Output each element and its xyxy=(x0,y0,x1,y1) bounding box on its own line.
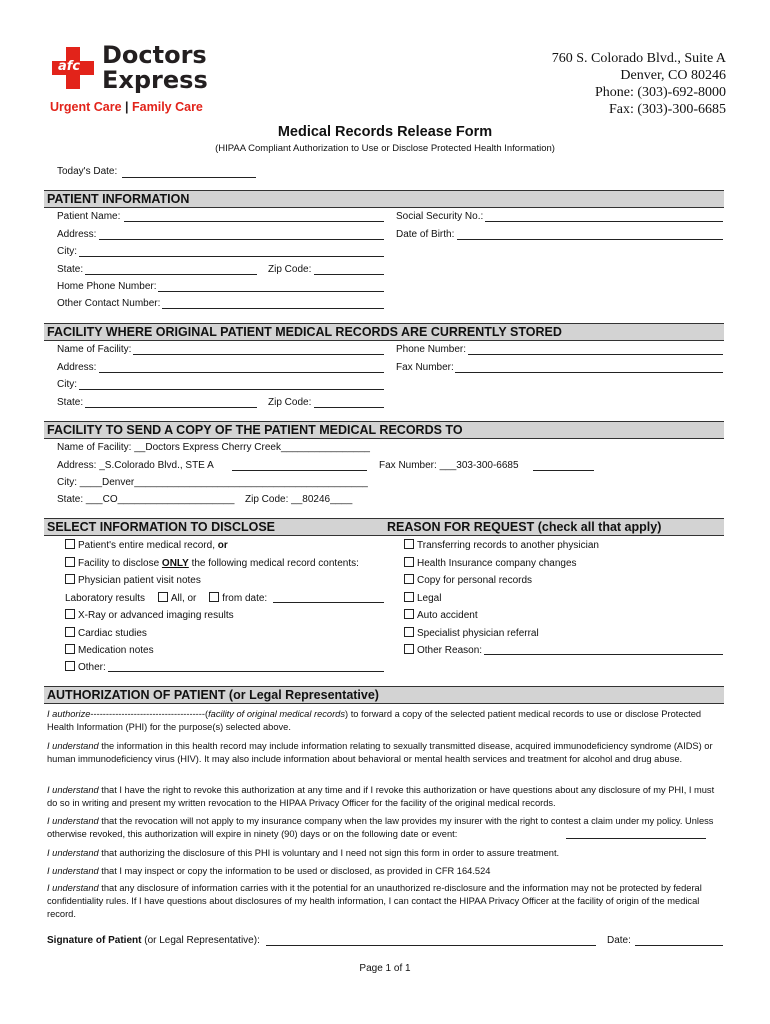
checkbox-xray[interactable] xyxy=(65,609,234,621)
checkbox-medication[interactable] xyxy=(65,644,154,656)
facility-only-post: the following medical record contents: xyxy=(191,558,359,569)
orig-facility-name-label: Name of Facility: xyxy=(57,344,132,355)
facility-original-heading: FACILITY WHERE ORIGINAL PATIENT MEDICAL RECORDS ARE CURRENTLY STORED xyxy=(47,325,562,339)
other-label: Other: xyxy=(78,662,106,673)
signature-label-rest: (or Legal Representative): xyxy=(144,935,260,946)
checkbox[interactable] xyxy=(65,661,75,671)
i-understand: I understand xyxy=(47,866,99,876)
ssn-field[interactable] xyxy=(485,221,723,222)
checkbox[interactable] xyxy=(404,574,414,584)
checkbox[interactable] xyxy=(404,627,414,637)
reason-heading: REASON FOR REQUEST (check all that apply) xyxy=(387,520,662,534)
ssn-label: Social Security No.: xyxy=(396,211,484,222)
checkbox-entire-record[interactable] xyxy=(65,539,228,551)
todays-date-field[interactable] xyxy=(122,177,256,178)
auth-paragraph-3 xyxy=(47,784,727,810)
expiry-date-field[interactable] xyxy=(566,838,706,839)
legal-label: Legal xyxy=(417,593,442,604)
orig-facility-name-field[interactable] xyxy=(133,354,384,355)
patient-heading: PATIENT INFORMATION xyxy=(47,192,190,206)
visit-notes-label: Physician patient visit notes xyxy=(78,575,201,586)
patient-address-field[interactable] xyxy=(99,239,384,240)
dob-field[interactable] xyxy=(457,239,723,240)
only-label: ONLY xyxy=(161,558,189,569)
logo-line1: Doctors xyxy=(102,41,207,69)
lab-from-date-field[interactable] xyxy=(273,602,384,603)
checkbox[interactable] xyxy=(404,539,414,549)
orig-zip-field[interactable] xyxy=(314,407,384,408)
auth-facility-note: facility of original medical records xyxy=(208,709,346,719)
auth-p2: the information in this health record may include information relating to sexually transmitted disease, acquired immunodeficiency syndrome (AIDS) or human immunodeficiency virus (HIV). It may also include information about behavioral or mental health services and treatment for alcohol and drug abuse. xyxy=(47,741,713,764)
patient-section-header xyxy=(44,190,724,208)
facility-only-pre: Facility to disclose xyxy=(78,558,160,569)
orig-address-field[interactable] xyxy=(99,372,384,373)
facility-send-heading: FACILITY TO SEND A COPY OF THE PATIENT MEDICAL RECORDS TO xyxy=(47,423,463,437)
orig-phone-field[interactable] xyxy=(468,354,723,355)
medication-label: Medication notes xyxy=(78,645,154,656)
patient-state-field[interactable] xyxy=(85,274,257,275)
patient-name-field[interactable] xyxy=(124,221,384,222)
checkbox-specialist[interactable] xyxy=(404,627,539,639)
send-address-field[interactable] xyxy=(232,470,367,471)
checkbox[interactable] xyxy=(65,539,75,549)
logo-tagline xyxy=(50,100,203,114)
auth-paragraph-5 xyxy=(47,847,727,860)
home-phone-label: Home Phone Number: xyxy=(57,281,157,292)
orig-fax-field[interactable] xyxy=(455,372,723,373)
patient-name-label: Patient Name: xyxy=(57,211,121,222)
dob-label: Date of Birth: xyxy=(396,229,455,240)
checkbox[interactable] xyxy=(404,609,414,619)
other-reason-field[interactable] xyxy=(484,654,723,655)
lab-from-label: from date: xyxy=(222,593,268,604)
i-understand: I understand xyxy=(47,816,99,826)
address-label: Address: xyxy=(57,229,97,240)
orig-state-field[interactable] xyxy=(85,407,257,408)
home-phone-field[interactable] xyxy=(158,291,384,292)
checkbox-other[interactable] xyxy=(65,661,106,673)
checkbox-cardiac[interactable] xyxy=(65,627,147,639)
page-number: Page 1 of 1 xyxy=(359,963,411,974)
select-info-heading: SELECT INFORMATION TO DISCLOSE xyxy=(47,520,276,534)
checkbox[interactable] xyxy=(65,574,75,584)
auth-p3: that I have the right to revoke this authorization at any time and if I revoke this authorization or have questions about any disclosure of my PHI, I must do so in writing and present my written revocation to the HIPAA Privacy Officer for the facility of the original medical records. xyxy=(47,785,715,808)
auto-label: Auto accident xyxy=(417,610,478,621)
personal-label: Copy for personal records xyxy=(417,575,533,586)
i-understand: I understand xyxy=(47,848,99,858)
auth-p4: that the revocation will not apply to my insurance company when the law provides my insurer with the right to contest a claim under my policy. Unless otherwise revoked, this authorization will expire in ninety (90) days or on the following date or event: xyxy=(47,816,714,839)
send-state[interactable]: State: ___CO_____________________ xyxy=(57,494,235,505)
todays-date-label: Today's Date: xyxy=(57,166,118,177)
i-understand: I understand xyxy=(47,883,99,893)
address-line1: 760 S. Colorado Blvd., Suite A xyxy=(551,51,726,66)
auth-p5: that authorizing the disclosure of this PHI is voluntary and I need not sign this form in order to assure treatment. xyxy=(101,848,560,858)
signature-field[interactable] xyxy=(266,945,596,946)
checkbox[interactable] xyxy=(65,627,75,637)
auth-paragraph-1 xyxy=(47,708,727,734)
specialist-label: Specialist physician referral xyxy=(417,628,539,639)
auth-paragraph-2 xyxy=(47,740,727,766)
or-label: or xyxy=(217,540,228,551)
send-fax[interactable]: Fax Number: ___303-300-6685 xyxy=(379,460,519,471)
orig-state-label: State: xyxy=(57,397,84,408)
authorization-heading: AUTHORIZATION OF PATIENT (or Legal Representative) xyxy=(47,688,379,702)
checkbox[interactable] xyxy=(65,609,75,619)
patient-city-field[interactable] xyxy=(79,256,384,257)
auth-dashes: -------------------------------------( xyxy=(90,709,209,719)
orig-phone-label: Phone Number: xyxy=(396,344,467,355)
orig-address-label: Address: xyxy=(57,362,97,373)
logo-line2: Express xyxy=(102,66,208,94)
logo xyxy=(50,40,230,118)
cardiac-label: Cardiac studies xyxy=(78,628,147,639)
other-contact-field[interactable] xyxy=(162,308,384,309)
send-zip[interactable]: Zip Code: __80246____ xyxy=(245,494,353,505)
checkbox-facility-only[interactable] xyxy=(65,557,359,569)
auth-paragraph-6 xyxy=(47,865,727,878)
orig-fax-label: Fax Number: xyxy=(396,362,454,373)
address-fax: Fax: (303)-300-6685 xyxy=(608,102,726,117)
lab-all-label: All, or xyxy=(170,593,197,604)
other-contact-label: Other Contact Number: xyxy=(57,298,161,309)
insurance-label: Health Insurance company changes xyxy=(417,558,577,569)
checkbox[interactable] xyxy=(65,644,75,654)
address-phone: Phone: (303)-692-8000 xyxy=(594,85,726,100)
date-label: Date: xyxy=(607,935,631,946)
facility-original-section-header xyxy=(44,323,724,341)
send-city[interactable]: City: ____Denver__________________________________________ xyxy=(57,477,368,488)
orig-city-field[interactable] xyxy=(79,389,384,390)
select-reason-section-header xyxy=(44,518,724,536)
authorization-section-header xyxy=(44,686,724,704)
orig-city-label: City: xyxy=(57,379,77,390)
zip-label: Zip Code: xyxy=(268,264,312,275)
tagline-separator: | xyxy=(125,100,129,114)
checkbox-lab-from[interactable] xyxy=(209,592,219,602)
send-facility-name[interactable]: Name of Facility: __Doctors Express Cherry Creek________________ xyxy=(57,442,370,453)
signature-row xyxy=(47,935,260,946)
lab-results-label: Laboratory results xyxy=(65,593,146,604)
checkbox-lab-all[interactable] xyxy=(158,592,168,602)
auth-p1-rest: ) to forward a copy of the selected patient medical records to use or disclose Protected Health Information (PHI) for the purpose(s) selected above. xyxy=(47,709,702,732)
tagline-family: Family Care xyxy=(132,100,203,114)
address-line2: Denver, CO 80246 xyxy=(620,68,726,83)
tagline-urgent: Urgent Care xyxy=(50,100,122,114)
state-label: State: xyxy=(57,264,84,275)
city-label: City: xyxy=(57,246,77,257)
form-title: Medical Records Release Form xyxy=(277,124,493,140)
i-understand: I understand xyxy=(47,785,99,795)
auth-p7: that any disclosure of information carries with it the potential for an unauthorized re-disclosure and the information may not be protected by federal confidentiality rules. If I have questions about disclosures of my health information, I can contact the HIPAA Privacy Officer at the facility of origin of the medical record. xyxy=(47,883,702,919)
xray-label: X-Ray or advanced imaging results xyxy=(78,610,234,621)
other-reason-label: Other Reason: xyxy=(417,645,483,656)
signature-date-field[interactable] xyxy=(635,945,723,946)
checkbox-other-reason[interactable] xyxy=(404,644,482,656)
checkbox-insurance[interactable] xyxy=(404,557,577,569)
checkbox[interactable] xyxy=(404,644,414,654)
checkbox-auto[interactable] xyxy=(404,609,478,621)
orig-zip-label: Zip Code: xyxy=(268,397,312,408)
send-fax-field[interactable] xyxy=(533,470,594,471)
checkbox-visit-notes[interactable] xyxy=(65,574,201,586)
logo-badge: afc xyxy=(58,59,81,74)
transfer-label: Transferring records to another physician xyxy=(417,540,599,551)
checkbox[interactable] xyxy=(404,592,414,602)
checkbox-legal[interactable] xyxy=(404,592,441,604)
checkbox[interactable] xyxy=(404,557,414,567)
facility-send-section-header xyxy=(44,421,724,439)
signature-label: Signature of Patient xyxy=(47,935,142,946)
i-authorize: I authorize xyxy=(47,709,91,719)
i-understand: I understand xyxy=(47,741,99,751)
other-info-field[interactable] xyxy=(108,671,384,672)
form-subtitle: (HIPAA Compliant Authorization to Use or Disclose Protected Health Information) xyxy=(215,143,555,154)
auth-paragraph-7 xyxy=(47,882,727,921)
send-address[interactable]: Address: _S.Colorado Blvd., STE A xyxy=(57,460,214,471)
entire-record-label: Patient's entire medical record, xyxy=(78,540,215,551)
checkbox-transfer[interactable] xyxy=(404,539,599,551)
checkbox-personal[interactable] xyxy=(404,574,532,586)
checkbox[interactable] xyxy=(65,557,75,567)
clinic-address xyxy=(552,50,726,118)
patient-zip-field[interactable] xyxy=(314,274,384,275)
lab-results-row xyxy=(65,592,267,604)
auth-p6: that I may inspect or copy the information to be used or disclosed, as provided in CFR 164.524 xyxy=(101,866,491,876)
